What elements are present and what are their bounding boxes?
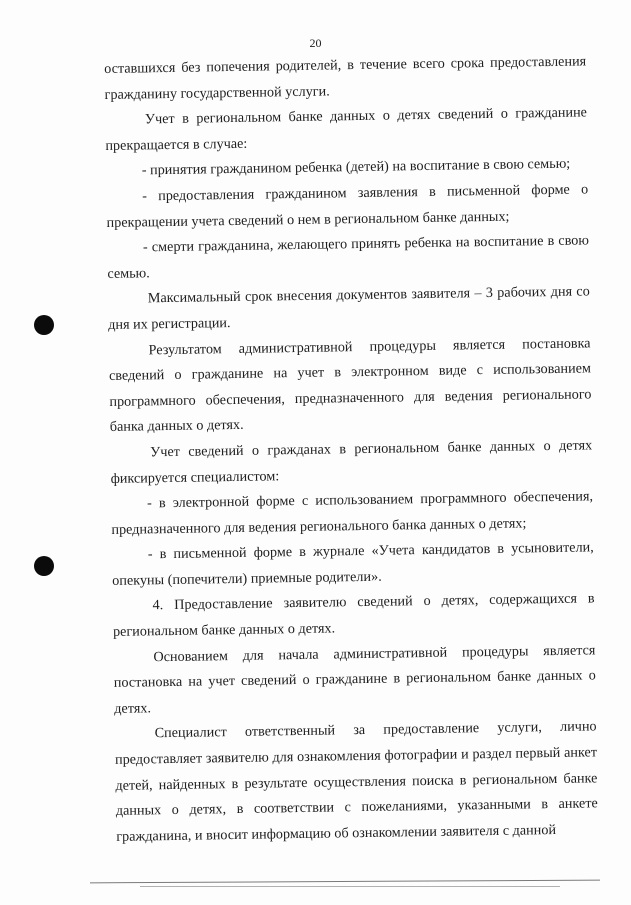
paragraph-continuation: оставшихся без попечения родителей, в течение всего срока предоставления гражданину государственной услуги. bbox=[104, 53, 587, 103]
page-number: 20 bbox=[309, 36, 322, 50]
paragraph-recording: Учет сведений о гражданах в региональном банке данных о детях фиксируется специалистом: bbox=[110, 437, 593, 487]
list-item-written-request: - предоставления гражданином заявления в письменной форме о прекращении учета сведений о нем в региональном банке данных; bbox=[106, 181, 589, 231]
paragraph-procedure-result: Результатом административной процедуры является постановка сведений о гражданине на учет в электронном виде с использованием программного обеспечения, предназначенного для ведения регионального банка данных о детях. bbox=[108, 334, 592, 436]
paragraph-specialist-duties: Специалист ответственный за предоставление услуги, лично предоставляет заявителю для ознакомления фотографии и раздел первый анкет детей, найденных в результате осуществления поиска в региональном банке данных о детях, в соответствии с пожеланиями, указанными в анкете гражданина, и вносит информацию об ознакомлении заявителя с данной bbox=[114, 718, 598, 845]
list-item-death: - смерти гражданина, желающего принять ребенка на воспитание в свою семью. bbox=[107, 232, 590, 282]
list-item-adoption: - принятия гражданином ребенка (детей) на воспитание в свою семью; bbox=[141, 156, 571, 179]
paragraph-termination-conditions: Учет в региональном банке данных о детях сведений о гражданине прекращается в случае: bbox=[105, 104, 588, 154]
scan-edge-line bbox=[90, 880, 600, 884]
list-item-written-journal: - в письменной форме в журнале «Учета кандидатов в усыновители, опекуны (попечители) приемные родители». bbox=[112, 539, 594, 589]
section-heading-4: 4. Предоставление заявителю сведений о детях, содержащихся в региональном банке данных о детях. bbox=[112, 590, 595, 640]
binder-hole-top bbox=[34, 315, 54, 335]
paragraph-max-term: Максимальный срок внесения документов заявителя – 3 рабочих дня со дня их регистрации. bbox=[108, 283, 590, 333]
document-body bbox=[104, 49, 598, 850]
paragraph-procedure-basis: Основанием для начала административной процедуры является постановка на учет сведений о гражданине в региональном банке данных о детях. bbox=[113, 642, 596, 717]
scan-edge-line-secondary bbox=[140, 886, 560, 887]
list-item-electronic-form: - в электронной форме с использованием программного обеспечения, предназначенного для ведения регионального банка данных о детях; bbox=[111, 488, 594, 538]
binder-hole-bottom bbox=[34, 556, 54, 576]
